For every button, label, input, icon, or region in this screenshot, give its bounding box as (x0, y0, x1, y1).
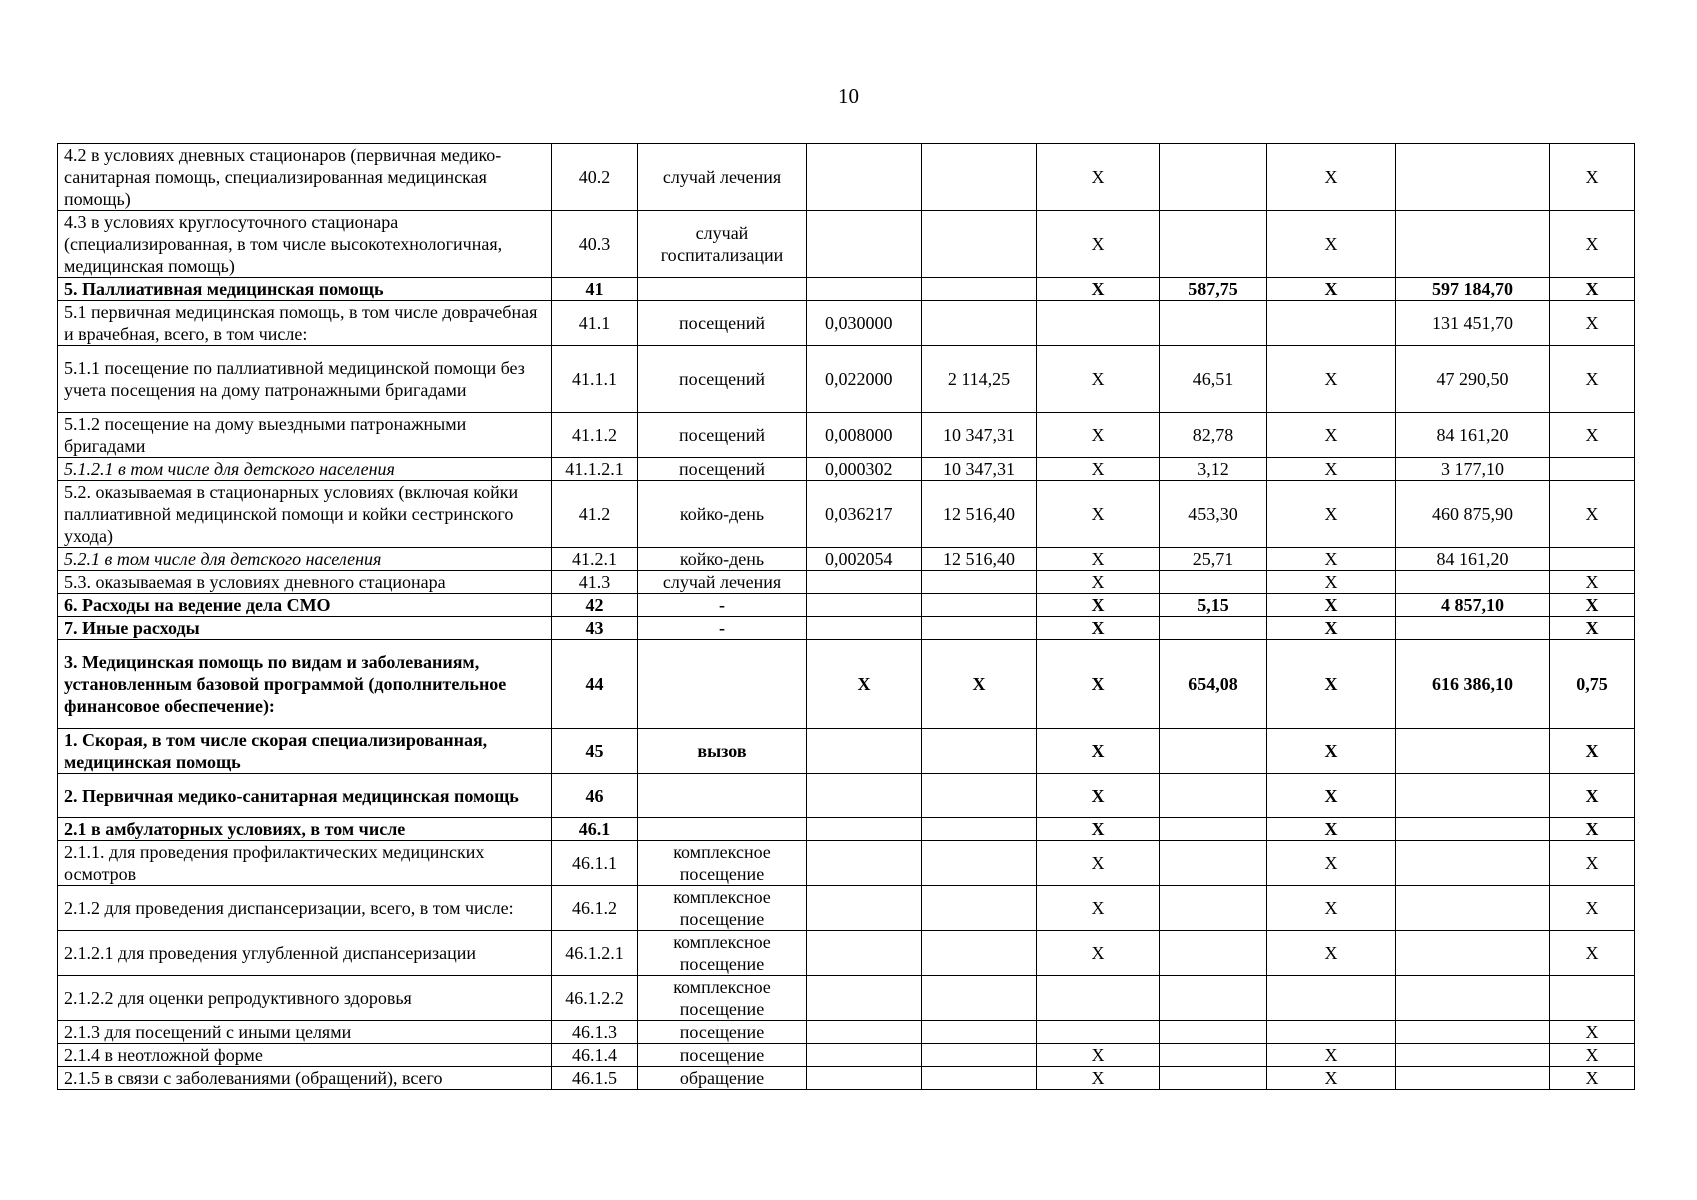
table-row (58, 301, 1635, 346)
table-row (58, 346, 1635, 413)
cell-c5: X (922, 640, 1037, 729)
cell-unit: - (638, 617, 807, 640)
cell-c4 (807, 976, 922, 1021)
cell-code: 40.3 (552, 211, 638, 278)
cell-c7 (1160, 841, 1267, 886)
cell-c6: X (1037, 640, 1160, 729)
cell-c5 (922, 729, 1037, 774)
cell-unit: посещение (638, 1021, 807, 1044)
financing-table (57, 143, 1635, 1090)
table-row (58, 886, 1635, 931)
cell-unit: посещений (638, 346, 807, 413)
cell-unit: посещение (638, 1044, 807, 1067)
cell-code: 41.1.2 (552, 413, 638, 458)
cell-c9: 84 161,20 (1396, 548, 1550, 571)
cell-code: 41 (552, 278, 638, 301)
cell-c7 (1160, 729, 1267, 774)
table-row (58, 640, 1635, 729)
cell-unit: посещений (638, 301, 807, 346)
cell-c6 (1037, 976, 1160, 1021)
table-row (58, 571, 1635, 594)
cell-c10: X (1550, 211, 1635, 278)
cell-name: 2.1.5 в связи с заболеваниями (обращений), всего (58, 1067, 552, 1090)
cell-c6: X (1037, 774, 1160, 818)
cell-name: 2.1.4 в неотложной форме (58, 1044, 552, 1067)
cell-c9: 460 875,90 (1396, 481, 1550, 548)
cell-c5 (922, 818, 1037, 841)
cell-c8: X (1267, 617, 1396, 640)
cell-c9 (1396, 841, 1550, 886)
cell-c4 (807, 818, 922, 841)
cell-c8: X (1267, 571, 1396, 594)
cell-code: 41.1.1 (552, 346, 638, 413)
cell-c10: X (1550, 774, 1635, 818)
cell-c8: X (1267, 818, 1396, 841)
cell-c9: 597 184,70 (1396, 278, 1550, 301)
cell-unit (638, 774, 807, 818)
cell-c8: X (1267, 413, 1396, 458)
cell-code: 46.1.1 (552, 841, 638, 886)
cell-c7: 453,30 (1160, 481, 1267, 548)
table-row (58, 144, 1635, 211)
cell-code: 46.1 (552, 818, 638, 841)
cell-c7 (1160, 617, 1267, 640)
cell-c5 (922, 886, 1037, 931)
cell-c8: X (1267, 346, 1396, 413)
cell-c10 (1550, 548, 1635, 571)
cell-c7 (1160, 301, 1267, 346)
cell-code: 46 (552, 774, 638, 818)
cell-c4 (807, 278, 922, 301)
table-row (58, 278, 1635, 301)
cell-c7: 5,15 (1160, 594, 1267, 617)
cell-unit: комплексное посещение (638, 931, 807, 976)
cell-unit: комплексное посещение (638, 976, 807, 1021)
cell-c7 (1160, 1021, 1267, 1044)
cell-unit (638, 818, 807, 841)
cell-c5 (922, 931, 1037, 976)
cell-name: 3. Медицинская помощь по видам и заболеваниям, установленным базовой программой (дополнительное финансовое обеспечение): (58, 640, 552, 729)
cell-c10: X (1550, 346, 1635, 413)
cell-c5 (922, 211, 1037, 278)
table-row (58, 774, 1635, 818)
cell-c6: X (1037, 346, 1160, 413)
cell-c10: X (1550, 931, 1635, 976)
cell-c8: X (1267, 841, 1396, 886)
cell-c10: X (1550, 841, 1635, 886)
cell-code: 41.2.1 (552, 548, 638, 571)
cell-c4: 0,002054 (807, 548, 922, 571)
cell-unit: случай госпитализации (638, 211, 807, 278)
cell-c5 (922, 1067, 1037, 1090)
cell-c4 (807, 571, 922, 594)
table-row (58, 594, 1635, 617)
table-row (58, 413, 1635, 458)
cell-c8: X (1267, 211, 1396, 278)
cell-c10: X (1550, 301, 1635, 346)
cell-name: 5.1.2.1 в том числе для детского населения (58, 458, 552, 481)
table-row (58, 548, 1635, 571)
cell-c8: X (1267, 481, 1396, 548)
cell-c10: X (1550, 144, 1635, 211)
cell-c4 (807, 1021, 922, 1044)
cell-code: 46.1.2 (552, 886, 638, 931)
cell-c4 (807, 841, 922, 886)
cell-c4: 0,030000 (807, 301, 922, 346)
cell-name: 4.3 в условиях круглосуточного стационара (специализированная, в том числе высокотехнологичная, медицинская помощь) (58, 211, 552, 278)
cell-c9 (1396, 774, 1550, 818)
cell-c4: 0,022000 (807, 346, 922, 413)
cell-code: 46.1.5 (552, 1067, 638, 1090)
cell-c7: 654,08 (1160, 640, 1267, 729)
cell-c10 (1550, 458, 1635, 481)
cell-code: 46.1.4 (552, 1044, 638, 1067)
cell-c4 (807, 886, 922, 931)
cell-c7: 3,12 (1160, 458, 1267, 481)
cell-name: 1. Скорая, в том числе скорая специализированная, медицинская помощь (58, 729, 552, 774)
cell-c7: 25,71 (1160, 548, 1267, 571)
cell-c7 (1160, 144, 1267, 211)
cell-c8 (1267, 1021, 1396, 1044)
cell-c9: 47 290,50 (1396, 346, 1550, 413)
cell-c6: X (1037, 278, 1160, 301)
cell-code: 46.1.2.2 (552, 976, 638, 1021)
cell-code: 42 (552, 594, 638, 617)
cell-c4: X (807, 640, 922, 729)
cell-c10: X (1550, 818, 1635, 841)
cell-c6: X (1037, 458, 1160, 481)
cell-c5: 10 347,31 (922, 413, 1037, 458)
cell-c4 (807, 594, 922, 617)
cell-c4 (807, 774, 922, 818)
cell-c7: 82,78 (1160, 413, 1267, 458)
cell-c7: 46,51 (1160, 346, 1267, 413)
cell-c7 (1160, 931, 1267, 976)
cell-code: 41.3 (552, 571, 638, 594)
page-number: 10 (838, 84, 859, 108)
cell-c9: 131 451,70 (1396, 301, 1550, 346)
cell-unit: койко-день (638, 481, 807, 548)
cell-c5: 2 114,25 (922, 346, 1037, 413)
table-row (58, 1021, 1635, 1044)
cell-c7 (1160, 1067, 1267, 1090)
cell-c10: X (1550, 278, 1635, 301)
cell-c7 (1160, 886, 1267, 931)
cell-name: 5. Паллиативная медицинская помощь (58, 278, 552, 301)
cell-c10: X (1550, 1044, 1635, 1067)
table-body (58, 144, 1635, 1090)
cell-c9 (1396, 617, 1550, 640)
cell-c8: X (1267, 1067, 1396, 1090)
cell-c6: X (1037, 886, 1160, 931)
cell-c4 (807, 1044, 922, 1067)
cell-code: 43 (552, 617, 638, 640)
cell-c5 (922, 1044, 1037, 1067)
cell-c9 (1396, 886, 1550, 931)
cell-c5: 12 516,40 (922, 548, 1037, 571)
cell-c7 (1160, 774, 1267, 818)
cell-name: 2.1.3 для посещений с иными целями (58, 1021, 552, 1044)
table-row (58, 211, 1635, 278)
cell-name: 6. Расходы на ведение дела СМО (58, 594, 552, 617)
cell-c6: X (1037, 571, 1160, 594)
cell-c5 (922, 841, 1037, 886)
cell-c6: X (1037, 144, 1160, 211)
cell-c9 (1396, 211, 1550, 278)
cell-c9 (1396, 571, 1550, 594)
table-row (58, 841, 1635, 886)
cell-name: 2.1.2 для проведения диспансеризации, всего, в том числе: (58, 886, 552, 931)
cell-c4 (807, 931, 922, 976)
cell-c6: X (1037, 729, 1160, 774)
cell-c4 (807, 1067, 922, 1090)
cell-c10: 0,75 (1550, 640, 1635, 729)
cell-unit: комплексное посещение (638, 886, 807, 931)
cell-c8: X (1267, 886, 1396, 931)
cell-c5 (922, 617, 1037, 640)
cell-c6: X (1037, 841, 1160, 886)
table-row (58, 976, 1635, 1021)
cell-name: 2.1 в амбулаторных условиях, в том числе (58, 818, 552, 841)
cell-name: 5.2. оказываемая в стационарных условиях (включая койки паллиативной медицинской помощи и койки сестринского ухода) (58, 481, 552, 548)
table-row (58, 1067, 1635, 1090)
cell-name: 4.2 в условиях дневных стационаров (первичная медико-санитарная помощь, специализированная медицинская помощь) (58, 144, 552, 211)
cell-c8: X (1267, 458, 1396, 481)
cell-c6: X (1037, 413, 1160, 458)
cell-c9 (1396, 1021, 1550, 1044)
cell-c10: X (1550, 617, 1635, 640)
cell-c8: X (1267, 594, 1396, 617)
cell-c7 (1160, 211, 1267, 278)
table-row (58, 729, 1635, 774)
cell-unit: посещений (638, 413, 807, 458)
cell-c6: X (1037, 211, 1160, 278)
cell-c6: X (1037, 931, 1160, 976)
cell-unit: комплексное посещение (638, 841, 807, 886)
cell-c8: X (1267, 640, 1396, 729)
cell-c4 (807, 617, 922, 640)
cell-c5 (922, 571, 1037, 594)
table-row (58, 931, 1635, 976)
cell-c8 (1267, 976, 1396, 1021)
cell-c5: 12 516,40 (922, 481, 1037, 548)
cell-c8: X (1267, 931, 1396, 976)
cell-c4 (807, 729, 922, 774)
cell-c5 (922, 594, 1037, 617)
cell-c9 (1396, 976, 1550, 1021)
cell-code: 45 (552, 729, 638, 774)
cell-c6: X (1037, 548, 1160, 571)
cell-name: 7. Иные расходы (58, 617, 552, 640)
cell-c7 (1160, 1044, 1267, 1067)
cell-c4: 0,000302 (807, 458, 922, 481)
cell-unit: посещений (638, 458, 807, 481)
cell-c10: X (1550, 886, 1635, 931)
cell-name: 2.1.2.2 для оценки репродуктивного здоровья (58, 976, 552, 1021)
cell-c9 (1396, 818, 1550, 841)
cell-c10: X (1550, 481, 1635, 548)
cell-c9: 616 386,10 (1396, 640, 1550, 729)
cell-c6: X (1037, 594, 1160, 617)
cell-c6 (1037, 1021, 1160, 1044)
cell-c9 (1396, 1044, 1550, 1067)
cell-c7: 587,75 (1160, 278, 1267, 301)
cell-c6: X (1037, 481, 1160, 548)
cell-c9: 4 857,10 (1396, 594, 1550, 617)
cell-c5 (922, 278, 1037, 301)
cell-code: 46.1.2.1 (552, 931, 638, 976)
table-row (58, 458, 1635, 481)
cell-unit (638, 278, 807, 301)
table-row (58, 481, 1635, 548)
cell-unit: - (638, 594, 807, 617)
cell-c8 (1267, 301, 1396, 346)
cell-unit (638, 640, 807, 729)
cell-c5 (922, 1021, 1037, 1044)
cell-c5: 10 347,31 (922, 458, 1037, 481)
cell-c8: X (1267, 774, 1396, 818)
cell-unit: койко-день (638, 548, 807, 571)
cell-c9: 84 161,20 (1396, 413, 1550, 458)
cell-code: 41.2 (552, 481, 638, 548)
cell-c8: X (1267, 729, 1396, 774)
cell-c10: X (1550, 594, 1635, 617)
cell-c10: X (1550, 1021, 1635, 1044)
cell-c4: 0,008000 (807, 413, 922, 458)
cell-c9: 3 177,10 (1396, 458, 1550, 481)
cell-c8: X (1267, 144, 1396, 211)
cell-c10: X (1550, 413, 1635, 458)
cell-unit: вызов (638, 729, 807, 774)
cell-name: 2.1.2.1 для проведения углубленной диспансеризации (58, 931, 552, 976)
cell-c10: X (1550, 571, 1635, 594)
cell-c9 (1396, 931, 1550, 976)
cell-c6: X (1037, 617, 1160, 640)
cell-c10: X (1550, 729, 1635, 774)
cell-c6: X (1037, 1044, 1160, 1067)
cell-name: 2. Первичная медико-санитарная медицинская помощь (58, 774, 552, 818)
cell-c8: X (1267, 1044, 1396, 1067)
cell-name: 5.1 первичная медицинская помощь, в том числе доврачебная и врачебная, всего, в том числе: (58, 301, 552, 346)
cell-c4 (807, 144, 922, 211)
cell-code: 41.1 (552, 301, 638, 346)
cell-name: 5.2.1 в том числе для детского населения (58, 548, 552, 571)
cell-unit: обращение (638, 1067, 807, 1090)
cell-c4 (807, 211, 922, 278)
cell-c6 (1037, 301, 1160, 346)
cell-code: 46.1.3 (552, 1021, 638, 1044)
cell-c5 (922, 301, 1037, 346)
table-row (58, 617, 1635, 640)
cell-name: 5.1.1 посещение по паллиативной медицинской помощи без учета посещения на дому патронажными бригадами (58, 346, 552, 413)
cell-c5 (922, 144, 1037, 211)
cell-unit: случай лечения (638, 144, 807, 211)
cell-c10: X (1550, 1067, 1635, 1090)
cell-c8: X (1267, 278, 1396, 301)
cell-unit: случай лечения (638, 571, 807, 594)
cell-name: 5.3. оказываемая в условиях дневного стационара (58, 571, 552, 594)
cell-c6: X (1037, 818, 1160, 841)
cell-c7 (1160, 571, 1267, 594)
cell-c4: 0,036217 (807, 481, 922, 548)
cell-c7 (1160, 818, 1267, 841)
cell-c6: X (1037, 1067, 1160, 1090)
cell-c5 (922, 774, 1037, 818)
cell-c5 (922, 976, 1037, 1021)
cell-c9 (1396, 1067, 1550, 1090)
cell-c10 (1550, 976, 1635, 1021)
cell-c9 (1396, 144, 1550, 211)
cell-c9 (1396, 729, 1550, 774)
cell-c7 (1160, 976, 1267, 1021)
cell-code: 41.1.2.1 (552, 458, 638, 481)
table-row (58, 1044, 1635, 1067)
cell-code: 44 (552, 640, 638, 729)
cell-name: 5.1.2 посещение на дому выездными патронажными бригадами (58, 413, 552, 458)
cell-code: 40.2 (552, 144, 638, 211)
cell-c8: X (1267, 548, 1396, 571)
table-row (58, 818, 1635, 841)
cell-name: 2.1.1. для проведения профилактических медицинских осмотров (58, 841, 552, 886)
